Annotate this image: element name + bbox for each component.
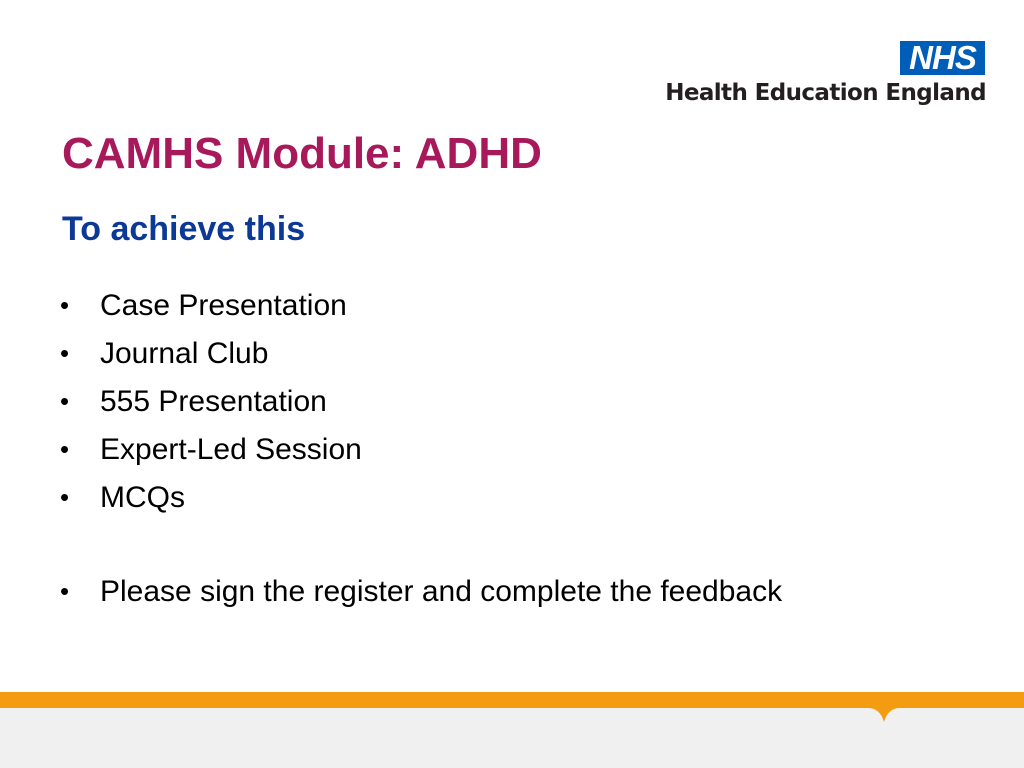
footer-swoosh: [0, 692, 1024, 768]
bullet-item-register-feedback: [60, 568, 782, 616]
bullet-text: Expert-Led Session: [100, 433, 362, 466]
bullet-marker: •: [60, 576, 70, 606]
bullet-list: [60, 282, 782, 616]
bullet-text: Case Presentation: [100, 289, 347, 322]
bullet-text: MCQs: [100, 481, 185, 514]
bullet-text: 555 Presentation: [100, 385, 327, 418]
slide-title: CAMHS Module: ADHD: [62, 129, 542, 178]
footer-band: [0, 692, 1024, 768]
bullet-text: Please sign the register and complete the feedback: [100, 575, 783, 608]
organisation-name: Health Education England: [665, 80, 986, 106]
bullet-marker: •: [60, 434, 70, 464]
nhs-hee-logo: [600, 38, 986, 110]
bullet-text: Journal Club: [100, 337, 269, 370]
bullet-marker: •: [60, 290, 70, 320]
slide-subtitle: To achieve this: [62, 210, 306, 248]
bullet-item-555-presentation: [60, 378, 782, 426]
nhs-logo-badge: NHS: [900, 41, 985, 75]
bullet-item-expert-led-session: [60, 426, 782, 474]
bullet-item-case-presentation: [60, 282, 782, 330]
bullet-item-mcqs: [60, 474, 782, 522]
bullet-marker: •: [60, 338, 70, 368]
bullet-marker: •: [60, 482, 70, 512]
bullet-marker: •: [60, 386, 70, 416]
bullet-item-journal-club: [60, 330, 782, 378]
